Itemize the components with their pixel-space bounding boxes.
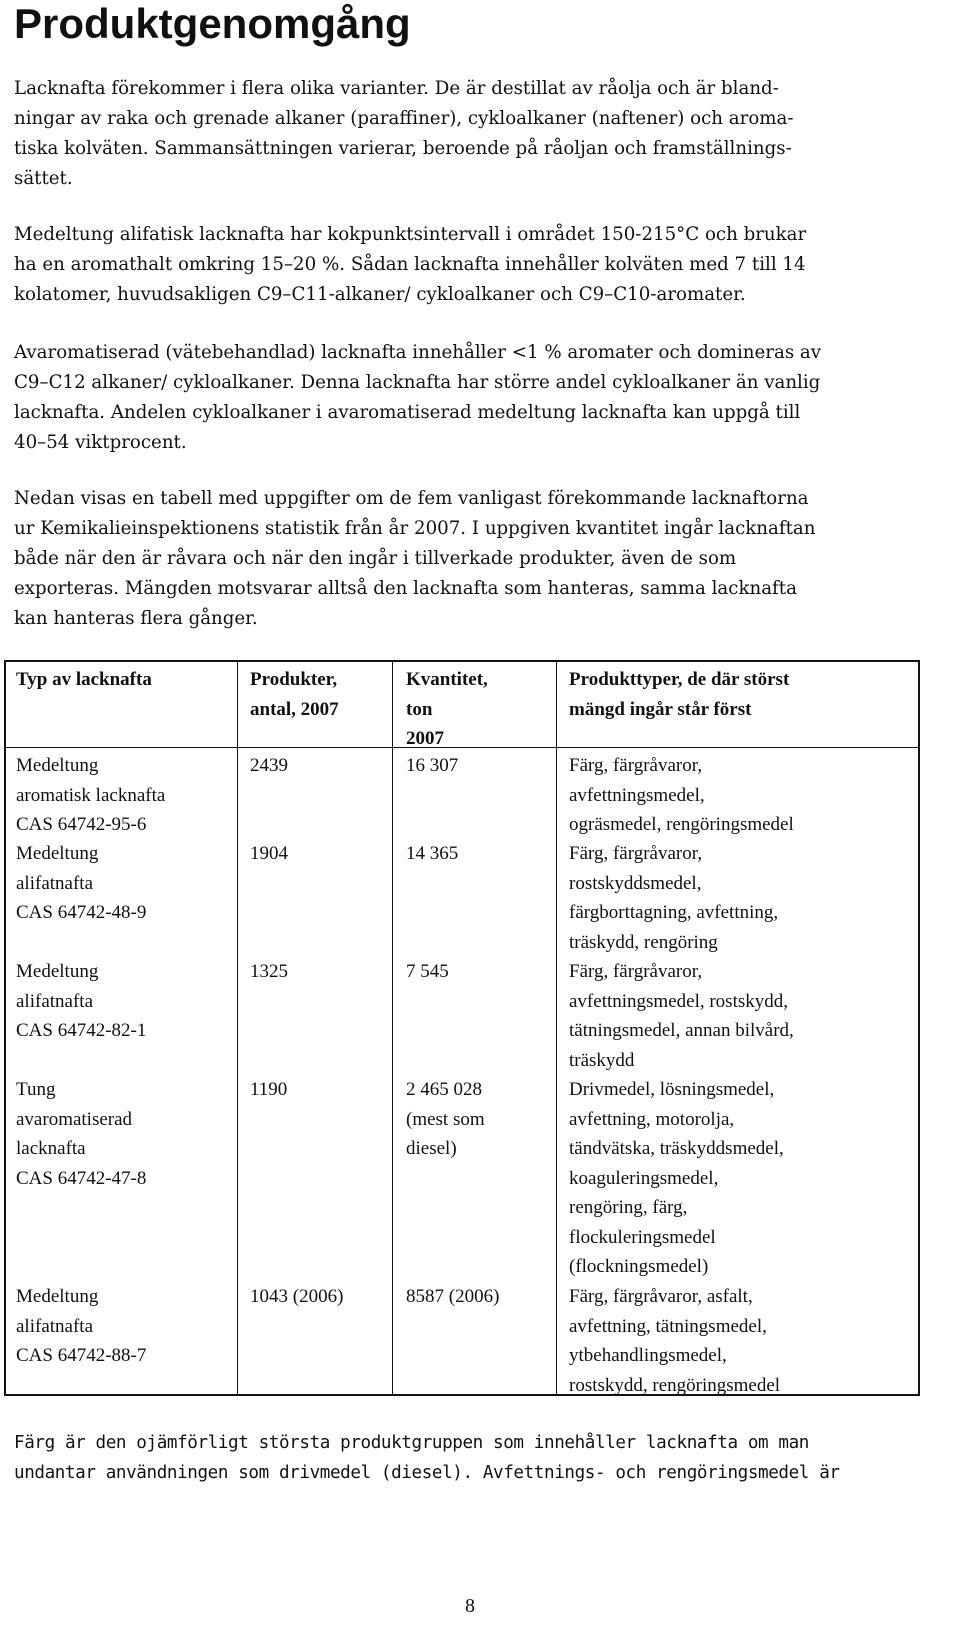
table-cell-products: 1043 (2006) [250,1286,344,1307]
table-column-divider [392,662,393,1394]
page-number: 8 [465,1595,475,1617]
paragraph-variants: Lacknafta förekommer i flera olika varianter. De är destillat av råolja och är bland- ningar av raka och grenade alkaner (paraffiner), cykloalkaner (naftener) och aroma- tiska kolväten. Sammansättningen varierar, beroende på råoljan och framställnings- sättet. [14,78,794,189]
table-cell-product-types: Färg, färgråvaror, rostskyddsmedel, färgborttagning, avfettning, träskydd, rengöring [569,843,779,953]
table-cell-type: Tung avaromatiserad lacknafta CAS 64742-47-8 [16,1079,147,1189]
paragraph-table-intro: Nedan visas en tabell med uppgifter om de fem vanligast förekommande lacknaftorna ur Kemikalieinspektionens statistik från år 2007. I uppgiven kvantitet ingår lacknaftan både när den är råvara och när den ingår i tillverkade produkter, även de som exporteras. Mängden motsvarar alltså den lacknafta som hanteras, samma lacknafta kan hanteras flera gånger. [14,488,816,629]
table-cell-type: Medeltung alifatnafta CAS 64742-48-9 [16,843,147,923]
table-cell-quantity: 7 545 [406,961,449,982]
table-cell-type: Medeltung aromatisk lacknafta CAS 64742-95-6 [16,755,166,835]
table-header-type: Typ av lacknafta [16,669,152,690]
table-cell-products: 1325 [250,961,288,982]
table-cell-product-types: Färg, färgråvaror, asfalt, avfettning, tätningsmedel, ytbehandlingsmedel, rostskydd, rengöringsmedel [569,1286,781,1396]
table-cell-quantity: 16 307 [406,755,459,776]
paragraph-medium-aliphatic: Medeltung alifatisk lacknafta har kokpunktsintervall i området 150-215°C och brukar ha en aromathalt omkring 15–20 %. Sådan lacknafta innehåller kolväten med 7 till 14 kolatomer, huvudsakligen C9–C11-alkaner/ cykloalkaner och C9–C10-aromater. [14,224,807,305]
table-column-divider [237,662,238,1394]
table-column-divider [556,662,557,1394]
solvent-naphtha-table [4,660,920,1396]
table-cell-product-types: Färg, färgråvaror, avfettningsmedel, ogräsmedel, rengöringsmedel [569,755,794,835]
paragraph-conclusion: Färg är den ojämförligt största produktgruppen som innehåller lacknafta om man undantar användningen som drivmedel (diesel). Avfettnings- och rengöringsmedel är [14,1433,840,1483]
table-cell-type: Medeltung alifatnafta CAS 64742-82-1 [16,961,147,1041]
table-cell-type: Medeltung alifatnafta CAS 64742-88-7 [16,1286,147,1366]
table-cell-product-types: Färg, färgråvaror, avfettningsmedel, rostskydd, tätningsmedel, annan bilvård, träskydd [569,961,794,1071]
table-cell-products: 2439 [250,755,288,776]
table-header-product-types: Produkttyper, de där störst mängd ingår står först [569,669,790,720]
table-cell-quantity: 2 465 028 (mest som diesel) [406,1079,485,1159]
paragraph-dearomatized: Avaromatiserad (vätebehandlad) lacknafta innehåller <1 % aromater och domineras av C9–C12 alkaner/ cykloalkaner. Denna lacknafta har större andel cykloalkaner än vanlig lacknafta. Andelen cykloalkaner i avaromatiserad medeltung lacknafta kan uppgå till 40–54 viktprocent. [14,342,822,453]
table-cell-quantity: 14 365 [406,843,459,864]
page-title: Produktgenomgång [14,0,411,47]
table-cell-quantity: 8587 (2006) [406,1286,500,1307]
table-header-quantity: Kvantitet, ton 2007 [406,669,488,749]
table-header-products: Produkter, antal, 2007 [250,669,339,720]
table-cell-products: 1190 [250,1079,288,1100]
table-cell-product-types: Drivmedel, lösningsmedel, avfettning, motorolja, tändvätska, träskyddsmedel, koaguleringsmedel, rengöring, färg, flockuleringsmedel (flockningsmedel) [569,1079,784,1277]
table-cell-products: 1904 [250,843,288,864]
